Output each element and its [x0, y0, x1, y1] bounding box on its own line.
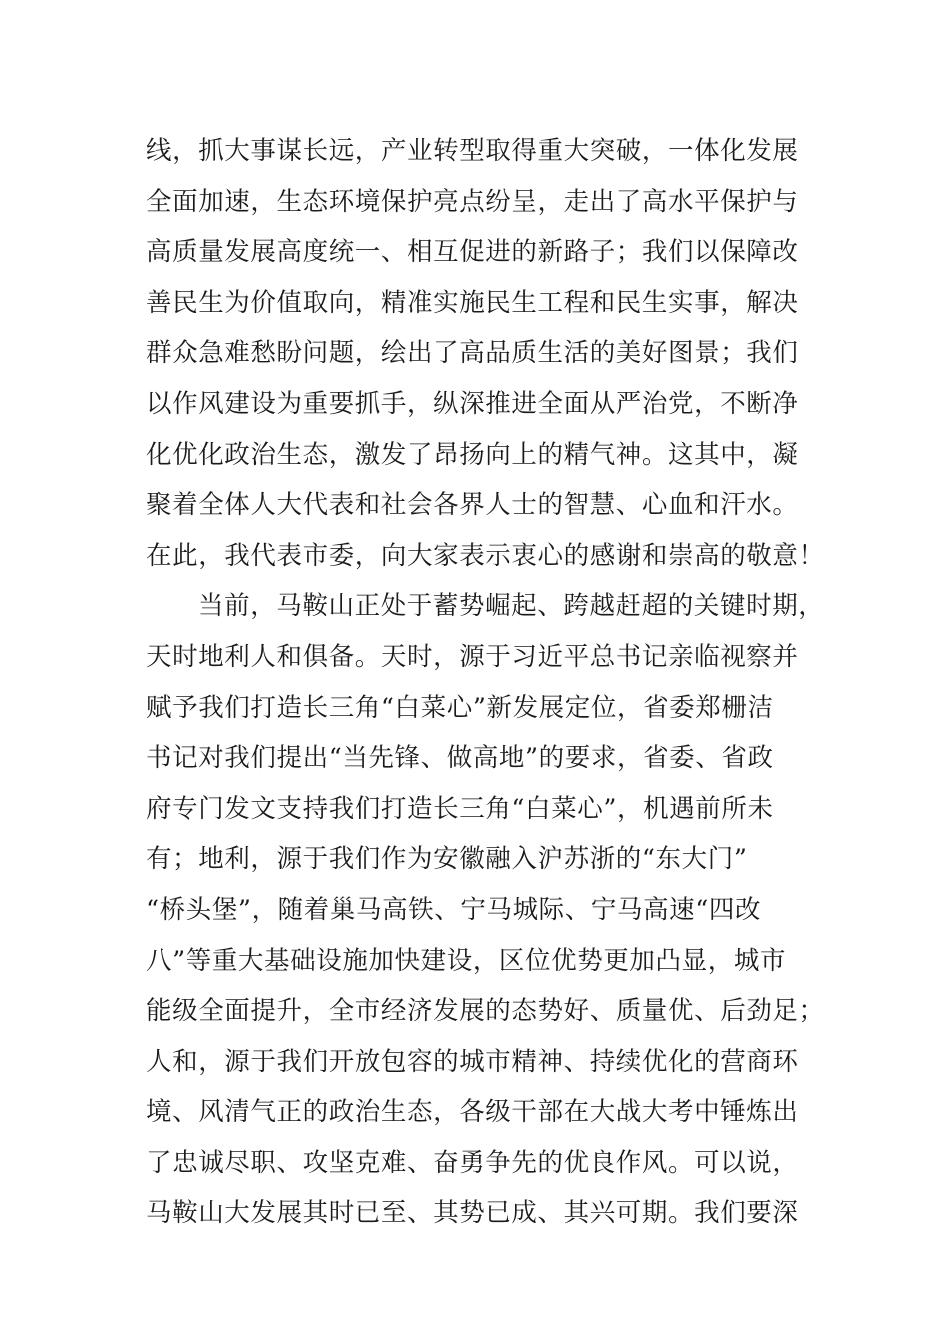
text-line: 聚着全体人大代表和社会各界人士的智慧、心血和汗水。 — [146, 490, 799, 521]
text-line: 群众急难愁盼问题，绘出了高品质生活的美好图景；我们 — [146, 338, 799, 369]
text-line: 府专门发文支持我们打造长三角“白菜心”，机遇前所未 — [146, 793, 774, 824]
text-line: 八”等重大基础设施加快建设，区位优势更加凸显，城市 — [146, 945, 787, 976]
text-line: 书记对我们提出“当先锋、做高地”的要求，省委、省政 — [146, 743, 774, 774]
text-line: 有；地利，源于我们作为安徽融入沪苏浙的“东大门” — [146, 844, 748, 875]
body-text — [146, 126, 825, 1239]
text-line: 人和，源于我们开放包容的城市精神、持续优化的营商环 — [146, 1046, 799, 1077]
text-line: 善民生为价值取向，精准实施民生工程和民生实事，解决 — [146, 287, 799, 318]
text-line: 天时地利人和俱备。天时，源于习近平总书记亲临视察并 — [146, 641, 799, 672]
text-line: 马鞍山大发展其时已至、其势已成、其兴可期。我们要深 — [146, 1198, 799, 1229]
text-line: 线，抓大事谋长远，产业转型取得重大突破，一体化发展 — [146, 136, 799, 166]
text-line: 能级全面提升，全市经济发展的态势好、质量优、后劲足； — [146, 996, 825, 1027]
paragraph-start-line: 当前，马鞍山正处于蓄势崛起、跨越赶超的关键时期， — [198, 591, 825, 622]
text-line: 高质量发展高度统一、相互促进的新路子；我们以保障改 — [146, 237, 799, 268]
text-line: 赋予我们打造长三角“白菜心”新发展定位，省委郑栅洁 — [146, 692, 774, 723]
text-line: 全面加速，生态环境保护亮点纷呈，走出了高水平保护与 — [146, 186, 799, 217]
text-line: 以作风建设为重要抓手，纵深推进全面从严治党，不断净 — [146, 388, 799, 419]
text-line: “桥头堡”，随着巢马高铁、宁马城际、宁马高速“四改 — [146, 894, 762, 925]
text-line: 化优化政治生态，激发了昂扬向上的精气神。这其中，凝 — [146, 439, 799, 470]
text-line: 在此，我代表市委，向大家表示衷心的感谢和崇高的敬意！ — [146, 540, 825, 571]
text-line: 了忠诚尽职、攻坚克难、奋勇争先的优良作风。可以说， — [146, 1147, 799, 1178]
text-line: 境、风清气正的政治生态，各级干部在大战大考中锤炼出 — [146, 1097, 799, 1128]
